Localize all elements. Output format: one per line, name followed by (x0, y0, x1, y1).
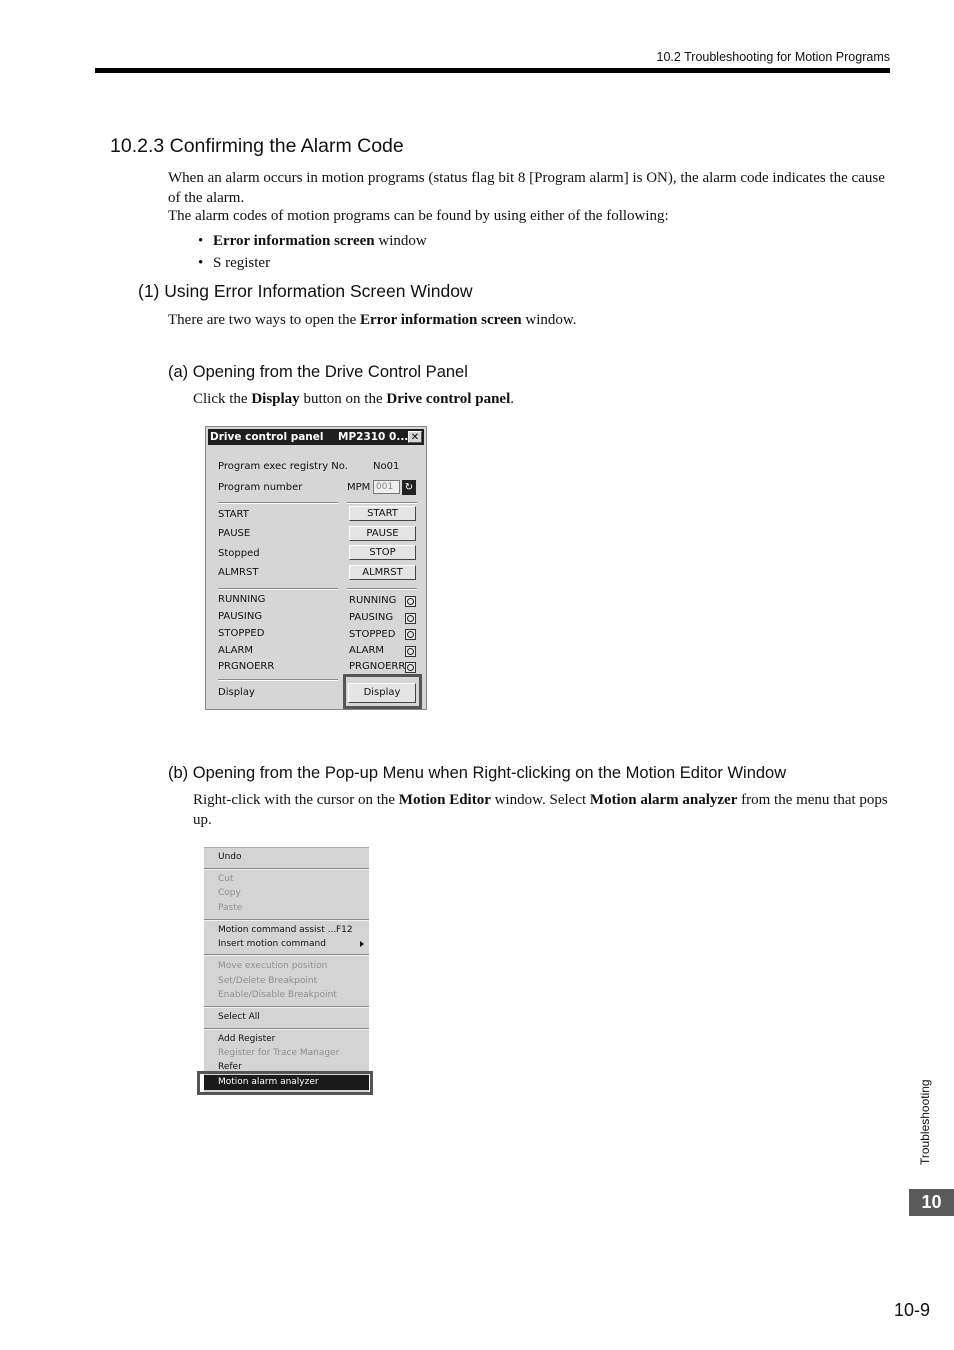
methods-list (198, 231, 427, 274)
display-button-highlight (343, 674, 422, 709)
option-b-heading: (b) Opening from the Pop-up Menu when Right-clicking on the Motion Editor Window (168, 764, 787, 782)
display-label: Display (218, 687, 255, 698)
command-label-almrst: ALMRST (218, 567, 259, 578)
almrst-button[interactable]: ALMRST (349, 565, 416, 580)
menu-item-paste[interactable]: Paste (218, 903, 243, 913)
indicator-pausing-label: PAUSING (349, 612, 394, 623)
panel-title: Drive control panel (210, 431, 324, 443)
menu-item-register-trace[interactable]: Register for Trace Manager (218, 1048, 340, 1058)
status-label-stopped: STOPPED (218, 628, 265, 639)
chapter-side-label: Troubleshooting (918, 1079, 932, 1165)
pause-button[interactable]: PAUSE (349, 526, 416, 541)
menu-item-add-register[interactable]: Add Register (218, 1034, 276, 1044)
command-label-start: START (218, 509, 249, 520)
menu-item-move-execution[interactable]: Move execution position (218, 961, 328, 971)
status-label-running: RUNNING (218, 594, 266, 605)
command-label-stopped: Stopped (218, 548, 260, 559)
running-led-icon (405, 596, 416, 607)
motion-editor-popup-menu (204, 847, 369, 1092)
indicator-prgnoerr-label: PRGNOERR (349, 661, 406, 672)
menu-item-set-breakpoint[interactable]: Set/Delete Breakpoint (218, 976, 318, 986)
menu-item-cut[interactable]: Cut (218, 874, 234, 884)
command-assist-shortcut: F12 (336, 925, 353, 935)
option-a-heading: (a) Opening from the Drive Control Panel (168, 363, 468, 381)
menu-item-undo[interactable]: Undo (218, 852, 242, 862)
program-number-label: Program number (218, 482, 303, 493)
stop-button[interactable]: STOP (349, 545, 416, 560)
menu-separator (204, 1006, 369, 1008)
menu-item-select-all[interactable]: Select All (218, 1012, 260, 1022)
list-item: • S register (198, 254, 271, 271)
menu-item-command-assist[interactable]: Motion command assist ... (218, 925, 337, 935)
close-icon[interactable]: ✕ (408, 431, 422, 443)
stopped-led-icon (405, 629, 416, 640)
status-label-prgnoerr: PRGNOERR (218, 661, 275, 672)
menu-separator (204, 919, 369, 921)
status-label-alarm: ALARM (218, 645, 254, 656)
indicator-stopped-label: STOPPED (349, 629, 396, 640)
mpm-prefix: MPM (347, 482, 371, 493)
option-b-instruction: Right-click with the cursor on the Motion Editor window. Select Motion alarm analyzer from the menu that pops up. (193, 792, 888, 828)
option-a-instruction: Click the Display button on the Drive control panel. (193, 391, 514, 407)
divider (347, 588, 417, 590)
submenu-arrow-icon (360, 941, 364, 947)
program-number-input[interactable]: 001 (373, 480, 400, 494)
menu-item-copy[interactable]: Copy (218, 888, 241, 898)
command-label-pause: PAUSE (218, 528, 251, 539)
divider (218, 679, 338, 681)
alarm-led-icon (405, 646, 416, 657)
section-heading: 10.2.3 Confirming the Alarm Code (110, 135, 404, 157)
status-label-pausing: PAUSING (218, 611, 263, 622)
divider (218, 588, 338, 590)
divider (218, 502, 338, 504)
menu-separator (204, 954, 369, 956)
drive-control-panel-figure (205, 426, 427, 710)
subsection-paragraph: There are two ways to open the Error information screen window. (168, 312, 577, 328)
methods-paragraph: The alarm codes of motion programs can be found by using either of the following: (168, 208, 669, 224)
registry-label: Program exec registry No. (218, 461, 348, 472)
chapter-tab: 10 (909, 1189, 954, 1216)
panel-title-suffix: MP2310 0... (338, 431, 409, 443)
pausing-led-icon (405, 613, 416, 624)
menu-item-refer[interactable]: Refer (218, 1062, 242, 1072)
list-item: • Error information screen window (198, 233, 427, 249)
prgnoerr-led-icon (405, 662, 416, 673)
alarm-analyzer-highlight (197, 1071, 373, 1095)
header-rule (95, 68, 890, 73)
subsection-heading: (1) Using Error Information Screen Window (138, 281, 473, 301)
registry-value: No01 (373, 461, 400, 472)
divider (347, 502, 417, 504)
menu-item-label: Motion alarm analyzer (218, 1077, 319, 1087)
start-button[interactable]: START (349, 506, 416, 521)
indicator-running-label: RUNNING (349, 595, 397, 606)
menu-item-enable-breakpoint[interactable]: Enable/Disable Breakpoint (218, 990, 337, 1000)
menu-item-insert-command[interactable]: Insert motion command (218, 939, 326, 949)
panel-titlebar (208, 429, 424, 445)
program-select-icon[interactable]: ↻ (402, 480, 416, 495)
menu-separator (204, 868, 369, 870)
page-number: 10-9 (893, 1300, 930, 1320)
menu-separator (204, 1028, 369, 1030)
running-header: 10.2 Troubleshooting for Motion Programs (656, 50, 890, 64)
intro-paragraph: When an alarm occurs in motion programs (status flag bit 8 [Program alarm] is ON), the alarm code indicates the cause of the alarm. (168, 170, 885, 206)
indicator-alarm-label: ALARM (349, 645, 385, 656)
display-button[interactable]: Display (348, 683, 416, 703)
